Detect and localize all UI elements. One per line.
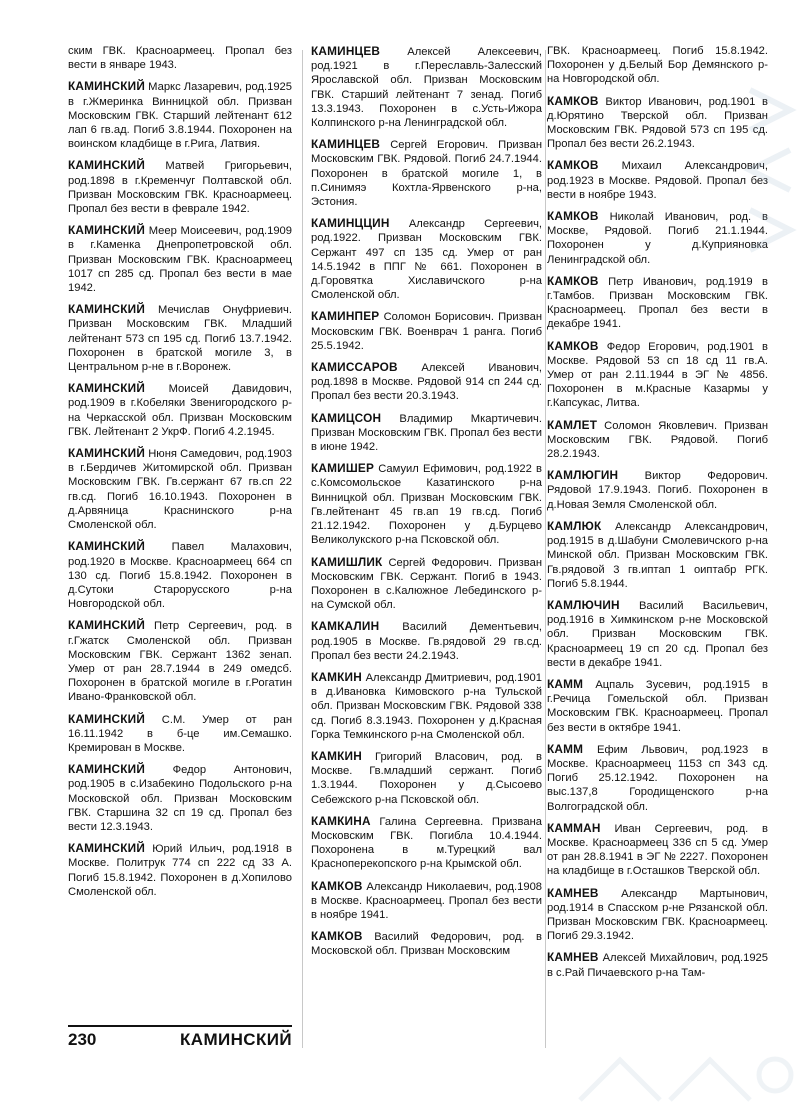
entry-text: Меер Моисеевич, род.1909 в г.Каменка Днепропетровской обл. Призван Московским ГВК. Красноармеец 1017 сп 285 сд. Пропал без вести в мае 1942. — [68, 225, 292, 295]
list-item — [547, 950, 768, 979]
entry-text: Соломон Яковлевич. Призван Московским ГВК. Рядовой. Погиб 28.2.1943. — [547, 419, 768, 461]
entry-text: Петр Сергеевич, род. в г.Гжатск Смоленской обл. Призван Московским ГВК. Сержант 1362 зенап. Умер от ран 28.7.1944 в 249 омедсб. Похоронен в братской могиле в г.Рогатин Ивано-Франковской обл. — [68, 620, 293, 704]
entry-text: Сергей Егорович. Призван Московским ГВК. Рядовой. Погиб 24.7.1944. Похоронен в братской могиле 1, в п.Синимяэ Кохтла-Ярвенского р-на, Эстония. — [311, 139, 543, 209]
page-number: 230 — [68, 1030, 97, 1049]
list-item — [547, 598, 768, 670]
entry-surname: КАМИНЦЦИН — [311, 216, 390, 231]
entry-surname: КАМИНСКИЙ — [68, 158, 146, 173]
entry-text: Александр Мартынович, род.1914 в Спасском р-не Рязанской обл. Призван Московским ГВК. Красноармеец. Погиб 29.3.1942. — [547, 887, 768, 943]
entry-surname: КАМИНСКИЙ — [68, 223, 146, 238]
list-item — [547, 821, 768, 879]
entry-surname: КАМКОВ — [547, 158, 599, 173]
entry-text: Алексей Михайлович, род.1925 в с.Рай Пичаевского р-на Там- — [547, 952, 768, 979]
entry-surname: КАМИНСКИЙ — [68, 841, 146, 856]
entry-surname: КАМИНЦЕВ — [311, 44, 381, 58]
entry-surname: КАМКОВ — [547, 338, 599, 353]
entry-surname: КАМИНСКИЙ — [68, 79, 146, 94]
entry-text: Нюня Самедович, род.1903 в г.Бердичев Житомирской обл. Призван Московским ГВК. Гв.сержант 67 гв.сп 22 гв.сд. Погиб 16.10.1943. Похоронен в д.Арвяница Краснинского р-на Смоленской обл. — [68, 448, 292, 532]
entry-surname: КАММАН — [547, 820, 601, 835]
list-item — [547, 44, 768, 87]
entry-surname: КАМКОВ — [311, 878, 363, 893]
list-item — [68, 539, 292, 611]
footer-rule — [68, 1025, 292, 1027]
entry-text: Сергей Федорович. Призван Московским ГВК. Сержант. Погиб в 1943. Похоронен в с.Калюжное Лебединского р-на Сумской обл. — [311, 556, 543, 612]
entry-surname: КАМИНСКИЙ — [68, 762, 146, 777]
entry-surname: КАМИНЦЕВ — [311, 137, 381, 152]
entry-text: Моисей Давидович, род.1909 в г.Кобеляки Звенигородского р-на Черкасской обл. Призван Московским ГВК. Лейтенант 2 УкрФ. Погиб 4.2.1945. — [68, 383, 292, 438]
entry-text: С.М. Умер от ран 16.11.1942 в б-це им.Семашко. Кремирован в Москве. — [68, 713, 293, 754]
entry-text: Александр Дмитриевич, род.1901 в д.Ивановка Кимовского р-на Тульской обл. Призван Московским ГВК. Рядовой 338 сд. Погиб 8.3.1943. Похоронен у д.Красная Горка Темкинского р-на Смоленской обл. — [311, 671, 542, 741]
entry-text: Иван Сергеевич, род. в Москве. Красноармеец 336 сп 5 сд. Умер от ран 28.8.1941 в ЭГ № 2227. Похоронен на кладбище в г.Осташков Тверской обл. — [547, 822, 769, 878]
entry-text: Соломон Борисович. Призван Московским ГВК. Военврач 1 ранга. Погиб 25.5.1942. — [311, 311, 542, 352]
list-item — [547, 158, 768, 202]
entry-text: ГВК. Красноармеец. Погиб 15.8.1942. Похоронен у д.Белый Бор Демянского р-на Новгородской обл. — [547, 45, 768, 86]
entry-text: Василий Васильевич, род.1916 в Химкинском р-не Московской обл. Призван Московским ГВК. Красноармеец 19 сп 20 сд. Пропал без вести в декабре 1941. — [547, 599, 768, 669]
list-item — [311, 879, 542, 923]
entry-surname: КАМЛЮК — [547, 518, 602, 533]
entry-text: Юрий Ильич, род.1918 в Москве. Политрук 774 сп 222 сд 33 А. Погиб 15.8.1942. Похоронен в д.Хопилово Смоленской обл. — [68, 843, 292, 898]
column-1 — [68, 44, 292, 906]
list-item — [547, 418, 768, 462]
list-item — [547, 468, 768, 512]
list-item — [311, 670, 542, 742]
list-item — [68, 381, 292, 439]
entry-text: Мечислав Онуфриевич. Призван Московским ГВК. Младший лейтенант 573 сп 195 сд. Погиб 13.7.1942. Похоронен в братской могиле 3, в Центральном р-не в г.Воронеж. — [68, 304, 292, 374]
entry-surname: КАМИШЕР — [311, 461, 375, 476]
list-item — [547, 519, 768, 591]
entry-surname: КАМИССАРОВ — [311, 360, 398, 375]
entry-surname: КАМИНПЕР — [311, 309, 380, 324]
list-item — [68, 618, 292, 704]
list-item — [311, 137, 542, 209]
list-item — [311, 216, 542, 302]
entry-surname: КАМКОВ — [547, 273, 599, 288]
entry-surname: КАМКОВ — [311, 929, 363, 944]
entry-text: Владимир Мкартичевич. Призван Московским ГВК. Пропал без вести в июне 1942. — [311, 412, 542, 454]
list-item — [547, 209, 768, 267]
entry-text: ским ГВК. Красноармеец. Пропал без вести в январе 1943. — [68, 45, 292, 72]
entry-surname: КАМКИНА — [311, 813, 371, 828]
entry-text: Ефим Львович, род.1923 в Москве. Красноармеец 1153 сп 343 сд. Погиб 25.12.1942. Похоронен на выс.137,8 Городищенского р-на Волгоградской обл. — [547, 743, 769, 813]
entry-text: Федор Антонович, род.1905 в с.Изабекино Подольского р-на Московской обл. Призван Московским ГВК. Старшина 32 сп 19 сд. Пропал без вести 12.3.1943. — [68, 764, 292, 833]
entry-text: Виктор Федорович. Рядовой 17.9.1943. Погиб. Похоронен в д.Новая Земля Смоленской обл. — [547, 470, 769, 511]
entry-text: Петр Иванович, род.1919 в г.Тамбов. Призван Московским ГВК. Красноармеец. Пропал без вести в декабре 1941. — [547, 275, 769, 331]
entry-surname: КАМИНСКИЙ — [68, 539, 146, 554]
entry-surname: КАМКОВ — [547, 209, 599, 224]
list-item — [68, 158, 292, 216]
entry-surname: КАМЛЮЧИН — [547, 597, 620, 612]
entry-surname: КАМКАЛИН — [311, 619, 380, 634]
list-item — [68, 302, 292, 374]
entry-surname: КАМКИН — [311, 669, 362, 684]
entry-surname: КАМИНСКИЙ — [68, 381, 146, 396]
list-item — [311, 929, 542, 958]
memory-book-watermark-icon — [560, 1040, 800, 1118]
list-item — [311, 749, 542, 807]
entry-surname: КАМИШЛИК — [311, 554, 383, 569]
entry-surname: КАММ — [547, 741, 584, 756]
entry-text: Самуил Ефимович, род.1922 в с.Комсомольское Казатинского р-на Винницкой обл. Призван Московским ГВК. Гв.лейтенант 45 гв.ап 19 гв.сд. Погиб 21.12.1942. Похоронен у д.Бурцево Великолукского р-на Псковской обл. — [311, 463, 542, 547]
entry-surname: КАМНЕВ — [547, 885, 599, 900]
list-item — [68, 712, 292, 756]
entry-text: Алексей Иванович, род.1898 в Москве. Рядовой 914 сп 244 сд. Пропал без вести 20.3.1943. — [311, 362, 543, 403]
running-head: КАМИНСКИЙ — [180, 1030, 292, 1049]
entry-text: Василий Дементьевич, род.1905 в Москве. Гв.рядовой 29 гв.сд. Пропал без вести 24.2.1943. — [311, 621, 543, 662]
list-item — [68, 841, 292, 899]
list-item — [547, 742, 768, 814]
entry-surname: КАМИНСКИЙ — [68, 618, 146, 633]
list-item — [68, 223, 292, 295]
entry-text: Виктор Иванович, род.1901 в д.Юрятино Тверской обл. Призван Московским ГВК. Рядовой 573 сп 195 сд. Пропал без вести 26.2.1943. — [547, 95, 769, 151]
column-3 — [547, 44, 768, 987]
entry-surname: КАММ — [547, 676, 584, 691]
list-item — [68, 79, 292, 151]
list-item — [311, 814, 542, 872]
column-divider — [302, 50, 303, 1048]
entry-surname: КАМИЦСОН — [311, 410, 382, 425]
list-item — [547, 94, 768, 152]
list-item — [311, 309, 542, 353]
list-item — [68, 44, 292, 72]
list-item — [311, 461, 542, 547]
entry-surname: КАМЛЕТ — [547, 417, 598, 432]
memory-book-watermark-icon — [740, 70, 800, 290]
entry-text: Григорий Власович, род. в Москве. Гв.младший сержант. Погиб 1.3.1944. Похоронен у д.Сысоево Себежского р-на Псковской обл. — [311, 750, 542, 806]
list-item — [547, 677, 768, 735]
entry-text: Николай Иванович, род. в Москве, Рядовой. Погиб 21.1.1944. Похоронен у д.Куприяновка Ленинградской обл. — [547, 211, 768, 266]
entry-text: Ацпаль Зусевич, род.1915 в г.Речица Гомельской обл. Призван Московским ГВК. Красноармеец. Пропал без вести в октябре 1941. — [547, 678, 769, 734]
entry-text: Галина Сергеевна. Призвана Московским ГВК. Погибла 10.4.1944. Похоронена в м.Турецкий вал Красноперекопского р-на Крымской обл. — [311, 815, 542, 871]
entry-text: Александр Александрович, род.1915 в д.Шабуни Смолевичского р-на Минской обл. Призван Московским ГВК. Гв.рядовой 3 гв.иптап 1 оиптабр РГК. Погиб 5.8.1944. — [547, 520, 768, 590]
entry-surname: КАМИНСКИЙ — [68, 302, 146, 317]
list-item — [311, 619, 542, 663]
entry-text: Матвей Григорьевич, род.1898 в г.Кременчуг Полтавской обл. Призван Московским ГВК. Красноармеец. Пропал без вести в феврале 1942. — [68, 160, 292, 216]
entry-text: Маркс Лазаревич, род.1925 в г.Жмеринка Винницкой обл. Призван Московским ГВК. Старший лейтенант 612 лап 6 гв.ад. Погиб 3.8.1944. Похоронен на воинском кладбище в г.Рига, Латвия. — [68, 81, 292, 151]
entry-text: Алексей Алексеевич, род.1921 в г.Переславль-Залесский Ярославской обл. Призван Московским ГВК. Старший лейтенант 7 зенад. Погиб 13.3.1943. Похоронен в с.Усть-Ижора Колпинского р-на Ленинградской обл. — [311, 46, 542, 130]
list-item — [547, 886, 768, 944]
column-2 — [311, 44, 542, 966]
entry-surname: КАМКОВ — [547, 93, 599, 108]
list-item — [311, 360, 542, 404]
entry-surname: КАМЛЮГИН — [547, 468, 619, 483]
entry-text: Александр Николаевич, род.1908 в Москве. Красноармеец. Пропал без вести в ноябре 1941. — [311, 880, 543, 921]
entry-surname: КАМИНСКИЙ — [68, 446, 146, 461]
list-item — [547, 274, 768, 332]
list-item — [68, 762, 292, 834]
entry-text: Михаил Александрович, род.1923 в Москве. Рядовой. Пропал без вести в ноябре 1943. — [547, 160, 768, 201]
list-item — [547, 339, 768, 411]
list-item — [311, 555, 542, 613]
entry-text: Павел Малахович, род.1920 в Москве. Красноармеец 664 сп 130 сд. Погиб 15.8.1942. Похоронен в д.Сутоки Старорусского р-на Новгородской обл. — [68, 541, 292, 611]
entry-surname: КАМНЕВ — [547, 950, 599, 965]
entry-surname: КАМКИН — [311, 748, 362, 763]
entry-text: Василий Федорович, род. в Московской обл. Призван Московским — [311, 931, 543, 958]
list-item — [311, 44, 542, 130]
entry-surname: КАМИНСКИЙ — [68, 711, 146, 726]
entry-text: Александр Сергеевич, род.1922. Призван Московским ГВК. Сержант 497 сп 135 сд. Умер от ран 14.5.1942 в ППГ № 661. Похоронен в д.Горовятка Хиславичского р-на Смоленской обл. — [311, 218, 543, 302]
entry-text: Федор Егорович, род.1901 в Москве. Рядовой 53 сп 18 сд 11 гв.А. Умер от ран 2.11.1944 в ЭГ № 4856. Похоронен в м.Красные Казармы у г.Капсукас, Литва. — [547, 340, 768, 410]
column-divider — [545, 50, 546, 1048]
list-item — [68, 446, 292, 532]
list-item — [311, 411, 542, 455]
